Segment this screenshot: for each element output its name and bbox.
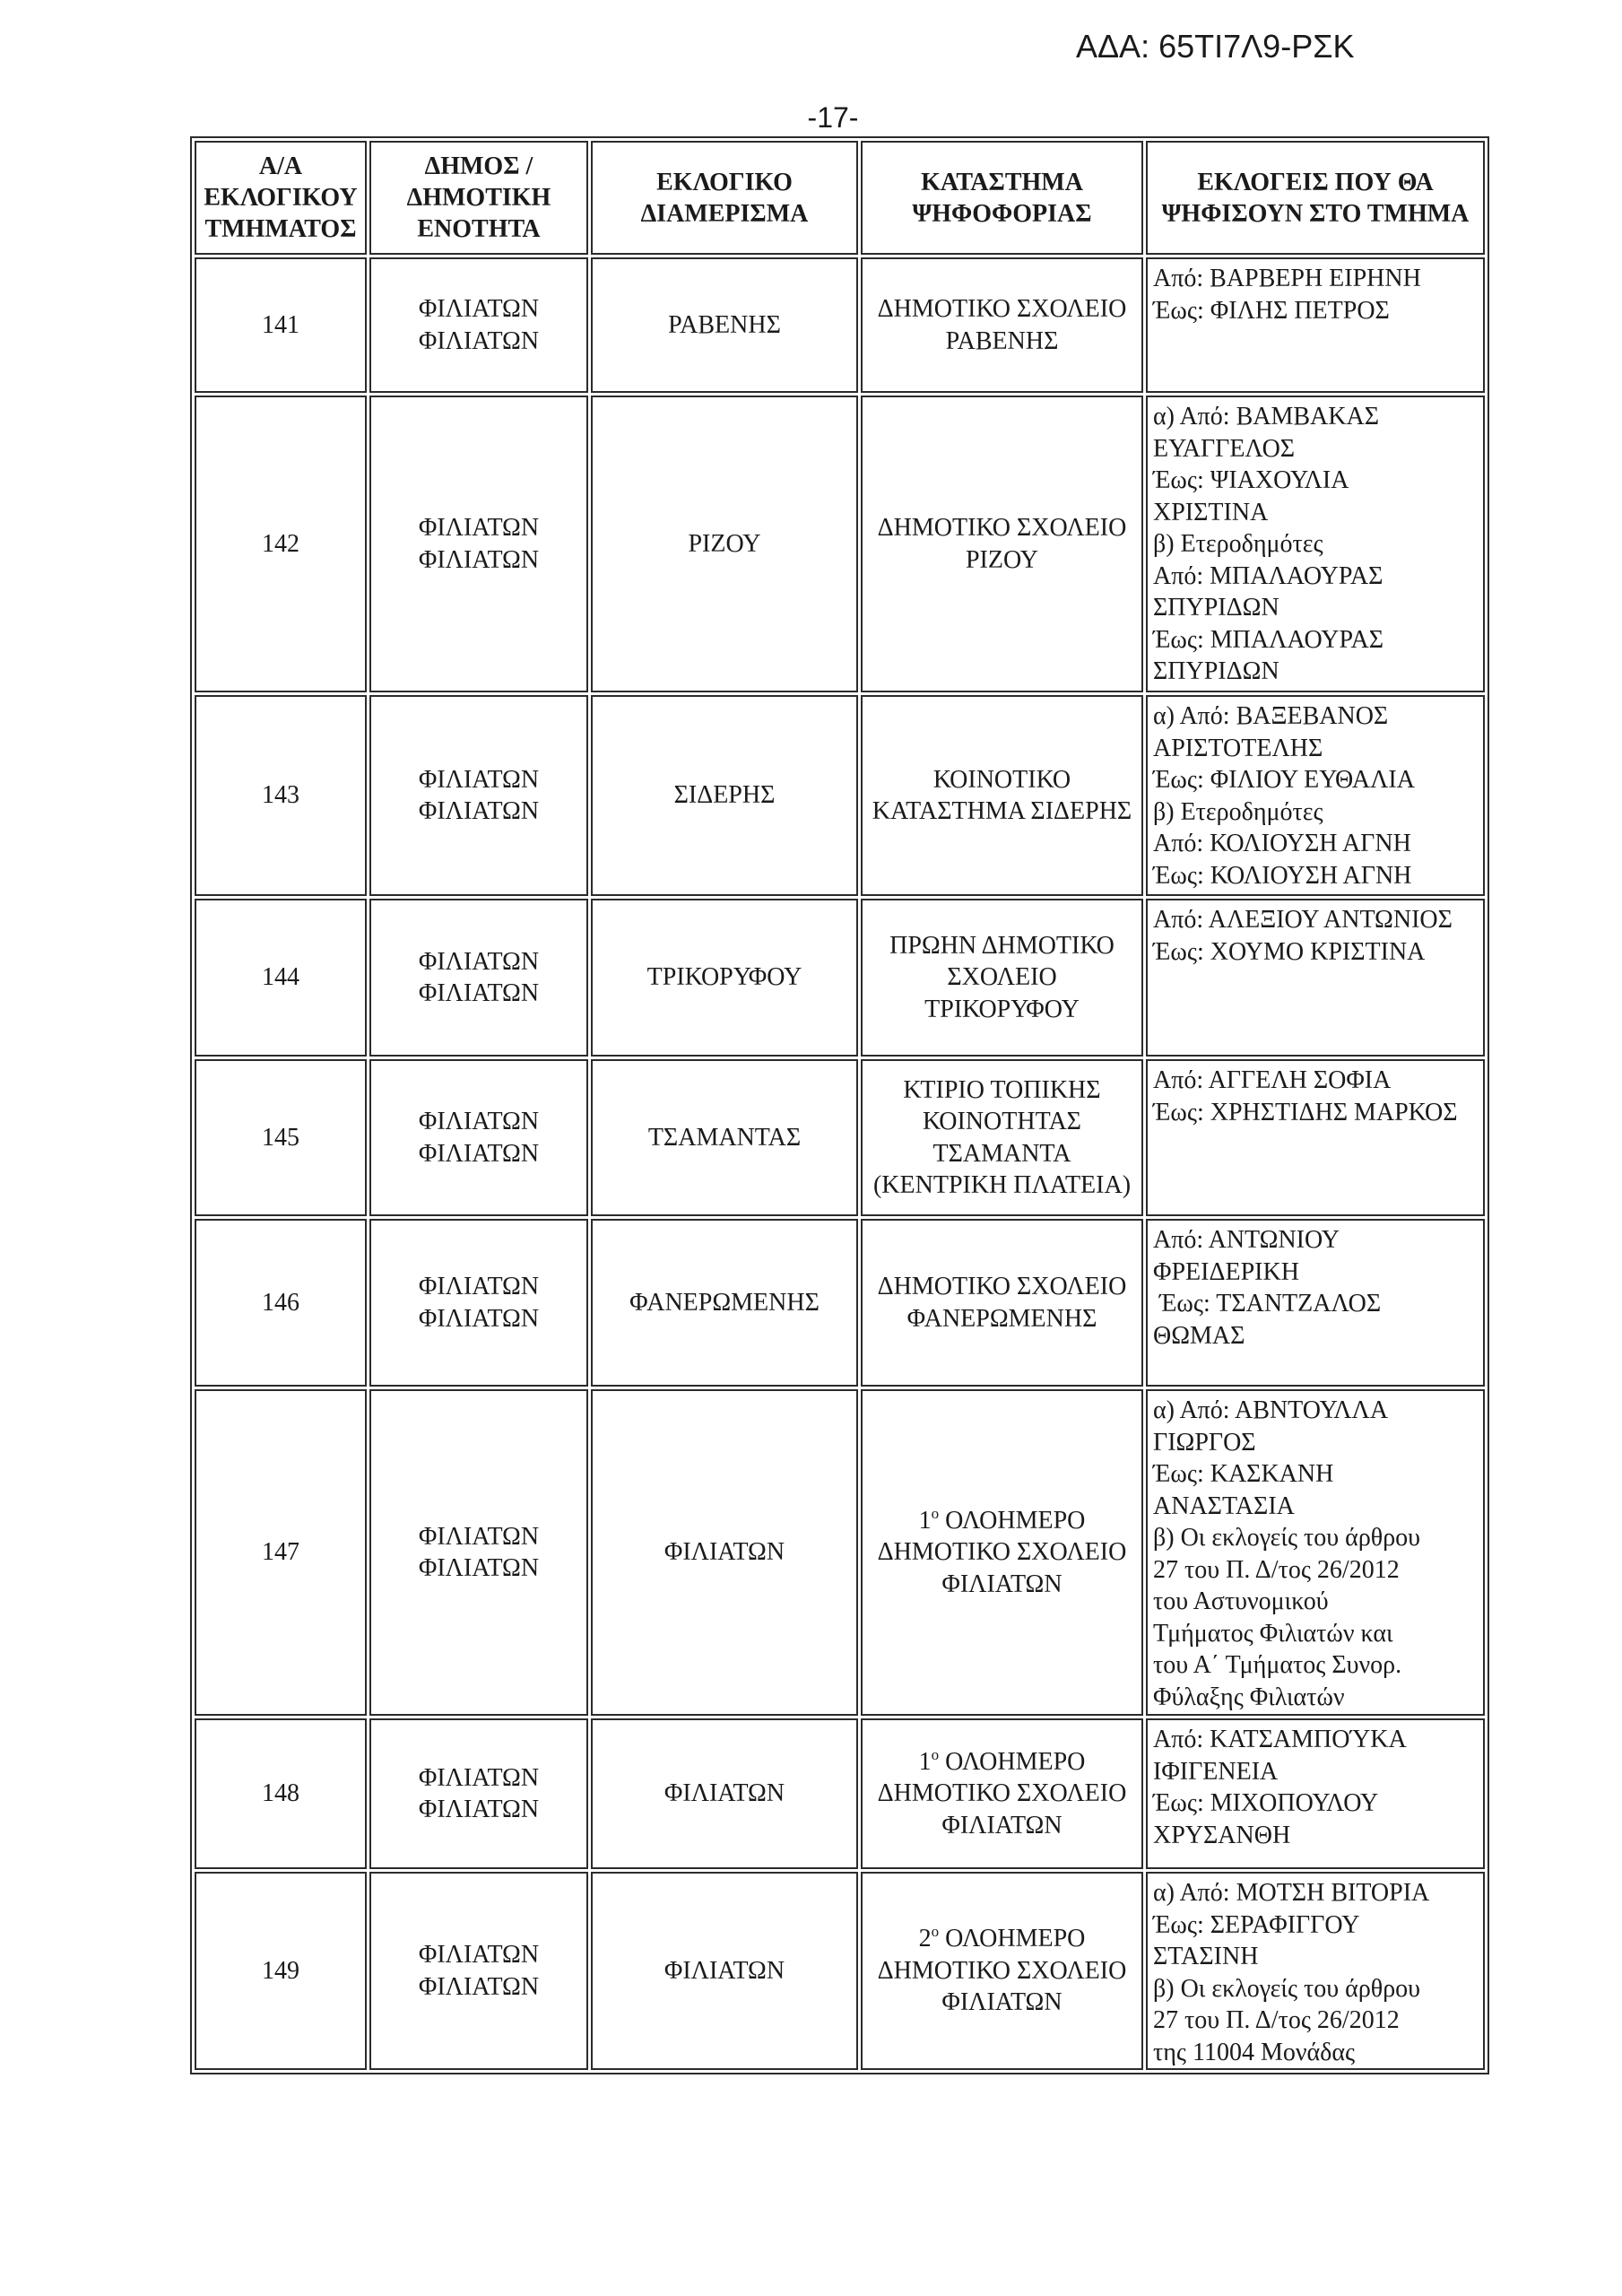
municipality-cell: ΦΙΛΙΑΤΩΝ ΦΙΛΙΑΤΩΝ xyxy=(369,1389,588,1716)
municipality-cell: ΦΙΛΙΑΤΩΝ ΦΙΛΙΑΤΩΝ xyxy=(369,396,588,692)
column-header-section-number: Α/Α ΕΚΛΟΓΙΚΟΥ ΤΜΗΜΑΤΟΣ xyxy=(195,141,367,255)
table-header xyxy=(195,141,1485,255)
page-number: -17- xyxy=(807,101,859,134)
voters-range-cell: Από: ΑΛΕΞΙΟΥ ΑΝΤΩΝΙΟΣ Έως: ΧΟΥΜΟ ΚΡΙΣΤΙΝΑ xyxy=(1146,899,1485,1057)
table-row xyxy=(195,1219,1485,1387)
station-rest: ΔΗΜΟΤΙΚΟ ΣΧΟΛΕΙΟ ΦΙΛΙΑΤΩΝ xyxy=(877,1779,1127,1839)
voters-range-cell: Από: ΚΑΤΣΑΜΠΟΎΚΑ ΙΦΙΓΕΝΕΙΑ Έως: ΜΙΧΟΠΟΥΛΟΥ ΧΡΥΣΑΝΘΗ xyxy=(1146,1718,1485,1869)
municipality-cell: ΦΙΛΙΑΤΩΝ ΦΙΛΙΑΤΩΝ xyxy=(369,1219,588,1387)
voters-range-cell: α) Από: ΜΟΤΣΗ ΒΙΤΟΡΙΑ Έως: ΣΕΡΑΦΙΓΓΟΥ ΣΤΑΣΙΝΗ β) Οι εκλογείς του άρθρου 27 του Π. Δ/τος 26/2012 της 11004 Μονάδας xyxy=(1146,1872,1485,2070)
municipality-cell: ΦΙΛΙΑΤΩΝ ΦΙΛΙΑΤΩΝ xyxy=(369,1718,588,1869)
voters-range-cell: Από: ΒΑΡΒΕΡΗ ΕΙΡΗΝΗ Έως: ΦΙΛΗΣ ΠΕΤΡΟΣ xyxy=(1146,257,1485,393)
station-first-word: ΟΛΟΗΜΕΡΟ xyxy=(945,1506,1086,1535)
station-first-word: ΟΛΟΗΜΕΡΟ xyxy=(945,1925,1086,1953)
polling-station-cell: ΔΗΜΟΤΙΚΟ ΣΧΟΛΕΙΟ ΦΑΝΕΡΩΜΕΝΗΣ xyxy=(861,1219,1143,1387)
table-row xyxy=(195,695,1485,896)
station-rest: ΔΗΜΟΤΙΚΟ ΣΧΟΛΕΙΟ ΦΙΛΙΑΤΩΝ xyxy=(877,1956,1127,2017)
document-code: ΑΔΑ: 65ΤΙ7Λ9-ΡΣΚ xyxy=(1076,28,1355,65)
ordinal-suffix: ο xyxy=(931,1923,940,1941)
table-body xyxy=(195,257,1485,2070)
section-number-cell: 141 xyxy=(195,257,367,393)
polling-station-cell: ΔΗΜΟΤΙΚΟ ΣΧΟΛΕΙΟ ΡΙΖΟΥ xyxy=(861,396,1143,692)
electoral-district-cell: ΡΑΒΕΝΗΣ xyxy=(591,257,858,393)
column-header-municipality: ΔΗΜΟΣ / ΔΗΜΟΤΙΚΗ ΕΝΟΤΗΤΑ xyxy=(369,141,588,255)
section-number-cell: 149 xyxy=(195,1872,367,2070)
voters-range-cell: Από: ΑΝΤΩΝΙΟΥ ΦΡΕΙΔΕΡΙΚΗ Έως: ΤΣΑΝΤΖΑΛΟΣ ΘΩΜΑΣ xyxy=(1146,1219,1485,1387)
polling-station-cell: ΚΟΙΝΟΤΙΚΟ ΚΑΤΑΣΤΗΜΑ ΣΙΔΕΡΗΣ xyxy=(861,695,1143,896)
municipality-cell: ΦΙΛΙΑΤΩΝ ΦΙΛΙΑΤΩΝ xyxy=(369,1872,588,2070)
ordinal-suffix: ο xyxy=(931,1504,940,1522)
section-number-cell: 146 xyxy=(195,1219,367,1387)
municipality-cell: ΦΙΛΙΑΤΩΝ ΦΙΛΙΑΤΩΝ xyxy=(369,899,588,1057)
column-header-polling-station: ΚΑΤΑΣΤΗΜΑ ΨΗΦΟΦΟΡΙΑΣ xyxy=(861,141,1143,255)
section-number-cell: 145 xyxy=(195,1059,367,1216)
table-row xyxy=(195,257,1485,393)
section-number-cell: 143 xyxy=(195,695,367,896)
voters-range-cell: Από: ΑΓΓΕΛΗ ΣΟΦΙΑ Έως: ΧΡΗΣΤΙΔΗΣ ΜΑΡΚΟΣ xyxy=(1146,1059,1485,1216)
table-row xyxy=(195,1059,1485,1216)
polling-station-cell: ΔΗΜΟΤΙΚΟ ΣΧΟΛΕΙΟ ΡΑΒΕΝΗΣ xyxy=(861,257,1143,393)
electoral-district-cell: ΤΡΙΚΟΡΥΦΟΥ xyxy=(591,899,858,1057)
electoral-district-cell: ΦΙΛΙΑΤΩΝ xyxy=(591,1872,858,2070)
electoral-district-cell: ΦΑΝΕΡΩΜΕΝΗΣ xyxy=(591,1219,858,1387)
station-first-line xyxy=(865,1505,1139,1537)
station-rest: ΔΗΜΟΤΙΚΟ ΣΧΟΛΕΙΟ ΦΙΛΙΑΤΩΝ xyxy=(877,1538,1127,1598)
station-first-word: ΟΛΟΗΜΕΡΟ xyxy=(945,1747,1086,1776)
municipality-cell: ΦΙΛΙΑΤΩΝ ΦΙΛΙΑΤΩΝ xyxy=(369,257,588,393)
electoral-district-cell: ΡΙΖΟΥ xyxy=(591,396,858,692)
column-header-electoral-district: ΕΚΛΟΓΙΚΟ ΔΙΑΜΕΡΙΣΜΑ xyxy=(591,141,858,255)
section-number-cell: 142 xyxy=(195,396,367,692)
ordinal-number: 2 xyxy=(918,1925,932,1953)
electoral-district-cell: ΦΙΛΙΑΤΩΝ xyxy=(591,1718,858,1869)
column-header-voters: ΕΚΛΟΓΕΙΣ ΠΟΥ ΘΑ ΨΗΦΙΣΟΥΝ ΣΤΟ ΤΜΗΜΑ xyxy=(1146,141,1485,255)
polling-station-cell xyxy=(861,1389,1143,1716)
section-number-cell: 148 xyxy=(195,1718,367,1869)
station-first-line xyxy=(865,1746,1139,1779)
electoral-district-cell: ΣΙΔΕΡΗΣ xyxy=(591,695,858,896)
table-row xyxy=(195,396,1485,692)
electoral-district-cell: ΦΙΛΙΑΤΩΝ xyxy=(591,1389,858,1716)
table-row xyxy=(195,1872,1485,2070)
station-first-line xyxy=(865,1923,1139,1955)
section-number-cell: 147 xyxy=(195,1389,367,1716)
municipality-cell: ΦΙΛΙΑΤΩΝ ΦΙΛΙΑΤΩΝ xyxy=(369,695,588,896)
table-row xyxy=(195,1718,1485,1869)
ordinal-number: 1 xyxy=(918,1747,932,1776)
voters-range-cell: α) Από: ΒΑΞΕΒΑΝΟΣ ΑΡΙΣΤΟΤΕΛΗΣ Έως: ΦΙΛΙΟΥ ΕΥΘΑΛΙΑ β) Ετεροδημότες Από: ΚΟΛΙΟΥΣΗ ΑΓΝΗ Έως: ΚΟΛΙΟΥΣΗ ΑΓΝΗ xyxy=(1146,695,1485,896)
polling-station-cell: ΚΤΙΡΙΟ ΤΟΠΙΚΗΣ ΚΟΙΝΟΤΗΤΑΣ ΤΣΑΜΑΝΤΑ (ΚΕΝΤΡΙΚΗ ΠΛΑΤΕΙΑ) xyxy=(861,1059,1143,1216)
polling-station-cell xyxy=(861,1872,1143,2070)
ordinal-suffix: ο xyxy=(931,1745,940,1763)
voters-range-cell: α) Από: ΒΑΜΒΑΚΑΣ ΕΥΑΓΓΕΛΟΣ Έως: ΨΙΑΧΟΥΛΙΑ ΧΡΙΣΤΙΝΑ β) Ετεροδημότες Από: ΜΠΑΛΑΟΥΡΑΣ ΣΠΥΡΙΔΩΝ Έως: ΜΠΑΛΑΟΥΡΑΣ ΣΠΥΡΙΔΩΝ xyxy=(1146,396,1485,692)
polling-station-cell: ΠΡΩΗΝ ΔΗΜΟΤΙΚΟ ΣΧΟΛΕΙΟ ΤΡΙΚΟΡΥΦΟΥ xyxy=(861,899,1143,1057)
electoral-district-cell: ΤΣΑΜΑΝΤΑΣ xyxy=(591,1059,858,1216)
table-row xyxy=(195,1389,1485,1716)
polling-stations-table xyxy=(190,136,1489,2074)
section-number-cell: 144 xyxy=(195,899,367,1057)
municipality-cell: ΦΙΛΙΑΤΩΝ ΦΙΛΙΑΤΩΝ xyxy=(369,1059,588,1216)
header-row xyxy=(195,141,1485,255)
ordinal-number: 1 xyxy=(918,1506,932,1535)
polling-station-cell xyxy=(861,1718,1143,1869)
table-row xyxy=(195,899,1485,1057)
voters-range-cell: α) Από: ΑΒΝΤΟΥΛΛΑ ΓΙΩΡΓΟΣ Έως: ΚΑΣΚΑΝΗ ΑΝΑΣΤΑΣΙΑ β) Οι εκλογείς του άρθρου 27 του Π. Δ/τος 26/2012 του Αστυνομικού Τμήματος Φιλιατών και του Α΄ Τμήματος Συνορ. Φύλαξης Φιλιατών xyxy=(1146,1389,1485,1716)
